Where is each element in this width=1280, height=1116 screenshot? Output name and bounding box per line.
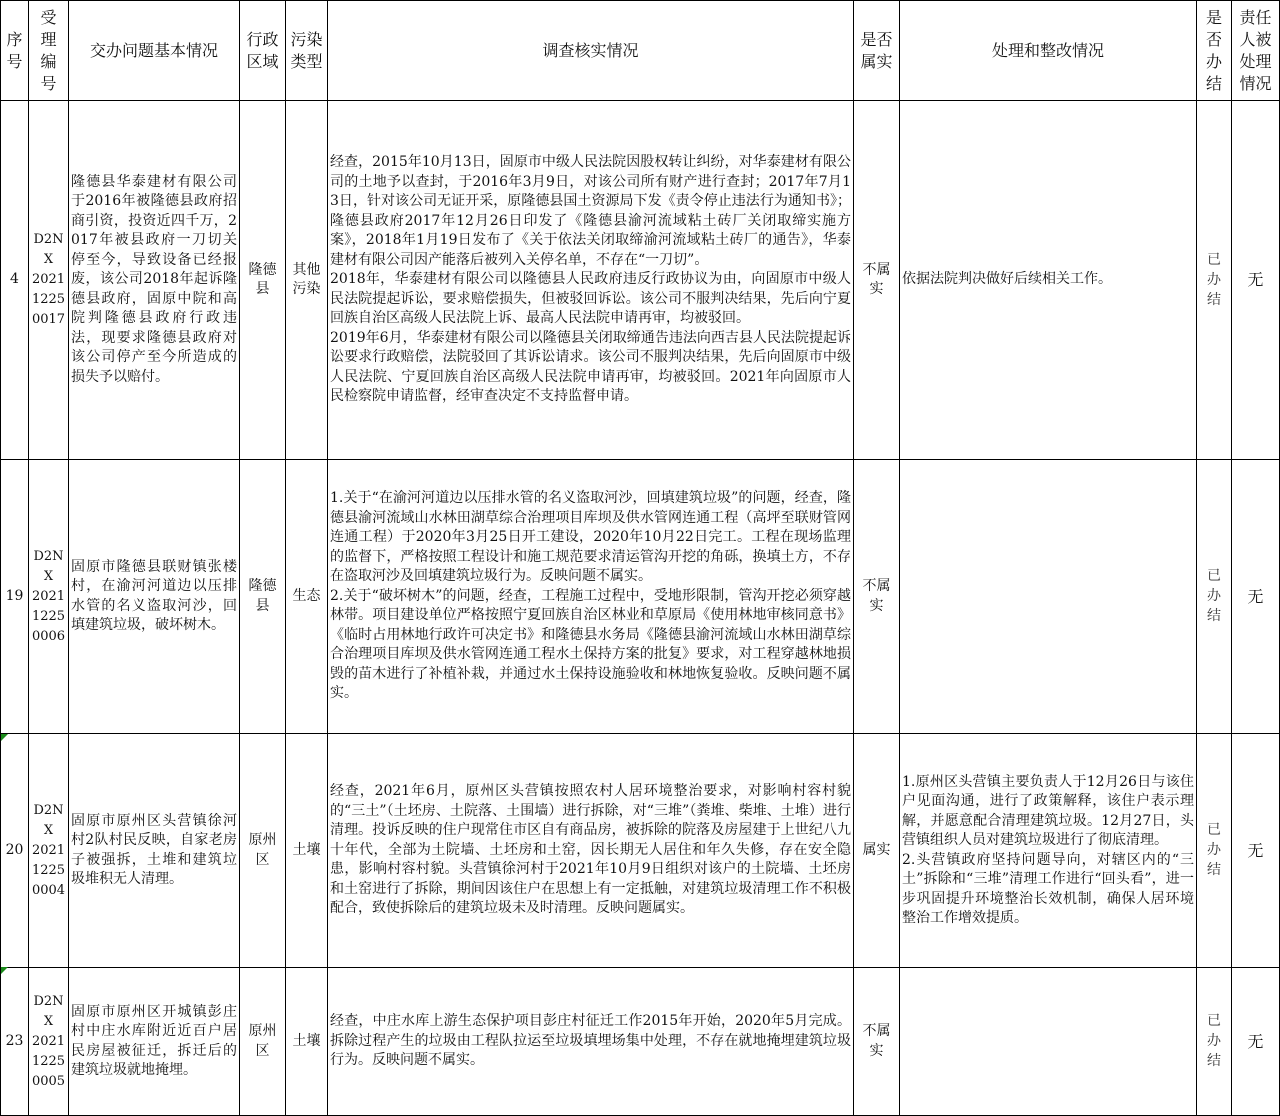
row-pollution-cell: 土壤 bbox=[286, 734, 328, 968]
header-problem: 交办问题基本情况 bbox=[69, 1, 240, 101]
header-verified: 是否属实 bbox=[854, 1, 900, 101]
row-closed-cell: 已办结 bbox=[1197, 734, 1232, 968]
investigation-paragraph: 1.关于“在渝河河道边以压排水管的名义盗取河沙，回填建筑垃圾”的问题，经查，隆德县渝河流域山水林田湖草综合治理项目库坝及供水管网连通工程（高坪至联财管网连通工程）于2020年3月25日开工建设，2020年10月22日完工。工程在现场监理的监督下，严格按照工程设计和施工规范要求清运管沟开挖的角砾，换填土方，不存在盗取河沙及回填建筑垃圾行为。反映问题不属实。 bbox=[330, 490, 851, 585]
row-region-cell: 隆德县 bbox=[240, 460, 286, 734]
header-row bbox=[1, 1, 1280, 101]
header-seq: 序号 bbox=[1, 1, 29, 101]
row-rectification-cell bbox=[900, 101, 1197, 460]
row-problem-cell: 固原市原州区头营镇徐河村2队村民反映，自家老房子被强拆，土堆和建筑垃圾堆积无人清理。 bbox=[69, 734, 240, 968]
row-investigation-cell bbox=[328, 734, 854, 968]
row-verified-cell: 不属实 bbox=[854, 968, 900, 1116]
table-row bbox=[1, 968, 1280, 1116]
rectification-paragraph: 2.头营镇政府坚持问题导向，对辖区内的“三土”拆除和“三堆”清理工作进行“回头看”，进一步巩固提升环境整治长效机制，确保人居环境整治工作增效提质。 bbox=[902, 851, 1194, 926]
row-seq-cell: 4 bbox=[1, 101, 29, 460]
header-rectification: 处理和整改情况 bbox=[900, 1, 1197, 101]
row-pollution-cell: 其他污染 bbox=[286, 101, 328, 460]
row-seq-cell: 20 bbox=[1, 734, 29, 968]
row-region-cell: 原州区 bbox=[240, 734, 286, 968]
code-line: 2021 bbox=[31, 272, 66, 287]
table-row bbox=[1, 101, 1280, 460]
code-line: 0004 bbox=[31, 882, 66, 898]
code-line: 0006 bbox=[31, 628, 66, 644]
investigation-paragraph: 经查，2021年6月，原州区头营镇按照农村人居环境整治要求，对影响村容村貌的“三土”（土坯房、土院落、土围墙）进行拆除，对“三堆”（粪堆、柴堆、土堆）进行清理。投诉反映的住户现常住市区自有商品房，被拆除的院落及房屋建于上世纪八九十年代，全部为土院墙、土坯房和土窑，因长期无人居住和年久失修，存在安全隐患，影响村容村貌。头营镇徐河村于2021年10月9日组织对该户的土院墙、土坯房和土窑进行了拆除，期间因该住户在思想上有一定抵触，对建筑垃圾清理工作不积极配合，致使拆除后的建筑垃圾未及时清理。反映问题属实。 bbox=[330, 783, 851, 917]
row-code-cell bbox=[29, 968, 69, 1116]
header-punishment: 责任人被处理情况 bbox=[1232, 1, 1280, 101]
investigation-paragraph: 2018年，华泰建材有限公司以隆德县人民政府违反行政协议为由，向固原市中级人民法院提起诉讼，要求赔偿损失，但被驳回诉讼。该公司不服判决结果，先后向宁夏回族自治区高级人民法院上诉、最高人民法院申请再审，均被驳回。 bbox=[330, 271, 851, 327]
row-seq-cell: 23 bbox=[1, 968, 29, 1116]
code-line: D2NX bbox=[33, 232, 64, 267]
row-closed-cell: 已办结 bbox=[1197, 460, 1232, 734]
code-line: 0005 bbox=[31, 1073, 66, 1089]
row-region-cell: 原州区 bbox=[240, 968, 286, 1116]
investigation-paragraph: 2019年6月，华泰建材有限公司以隆德县关闭取缔通告违法向西吉县人民法院提起诉讼要求行政赔偿，法院驳回了其诉讼请求。该公司不服判决结果，先后向固原市中级人民法院、宁夏回族自治区高级人民法院申请再审，均被驳回。2021年向固原市人民检察院申请监督，经审查决定不支持监督申请。 bbox=[330, 329, 851, 405]
code-line: D2NX bbox=[33, 548, 64, 584]
table-row bbox=[1, 734, 1280, 968]
row-verified-cell: 不属实 bbox=[854, 460, 900, 734]
row-punishment-cell: 无 bbox=[1232, 968, 1280, 1116]
comment-marker-icon bbox=[1, 734, 8, 741]
table-row bbox=[1, 460, 1280, 734]
row-punishment-cell: 无 bbox=[1232, 734, 1280, 968]
row-investigation-cell bbox=[328, 968, 854, 1116]
row-pollution-cell: 生态 bbox=[286, 460, 328, 734]
header-region: 行政区域 bbox=[240, 1, 286, 101]
row-problem-cell: 隆德县华泰建材有限公司于2016年被隆德县政府招商引资，投资近四千万，2017年被县政府一刀切关停至今，导致设备已经报废，该公司2018年起诉隆德县政府，固原中院和高院判隆德县政府行政违法，现要求隆德县政府对该公司停产至今所造成的损失予以赔付。 bbox=[69, 101, 240, 460]
row-closed-cell: 已办结 bbox=[1197, 101, 1232, 460]
row-rectification-cell bbox=[900, 968, 1197, 1116]
row-punishment-cell: 无 bbox=[1232, 101, 1280, 460]
row-region-cell: 隆德县 bbox=[240, 101, 286, 460]
header-investigation: 调查核实情况 bbox=[328, 1, 854, 101]
row-code-cell bbox=[29, 460, 69, 734]
row-investigation-cell bbox=[328, 460, 854, 734]
code-line: 1225 bbox=[31, 608, 66, 624]
row-investigation-cell bbox=[328, 101, 854, 460]
row-punishment-cell: 无 bbox=[1232, 460, 1280, 734]
row-verified-cell: 属实 bbox=[854, 734, 900, 968]
code-line: 1225 bbox=[31, 292, 66, 307]
comment-marker-icon bbox=[1, 967, 8, 974]
code-line: 2021 bbox=[31, 588, 66, 604]
investigation-paragraph: 经查，2015年10月13日，固原市中级人民法院因股权转让纠纷，对华泰建材有限公司的土地予以查封，于2016年3月9日，对该公司所有财产进行查封；2017年7月13日，针对该公司无证开采，原隆德县国土资源局下发《责令停止违法行为通知书》；隆德县政府2017年12月26日印发了《隆德县渝河流域粘土砖厂关闭取缔实施方案》，2018年1月19日发布了《关于依法关闭取缔渝河流域粘土砖厂的通告》，华泰建材有限公司因产能落后被列入关停名单，不存在“一刀切”。 bbox=[330, 154, 851, 268]
investigation-paragraph: 2.关于“破坏树木”的问题，经查，工程施工过程中，受地形限制，管沟开挖必须穿越林带。项目建设单位严格按照宁夏回族自治区林业和草原局《使用林地审核同意书》《临时占用林地行政许可决定书》和隆德县水务局《隆德县渝河流域山水林田湖草综合治理项目库坝及供水管网连通工程水土保持方案的批复》要求，对工程穿越林地损毁的苗木进行了补植补栽，并通过水土保持设施验收和林地恢复验收。反映问题不属实。 bbox=[330, 587, 851, 702]
investigation-paragraph: 经查，中庄水库上游生态保护项目彭庄村征迁工作2015年开始，2020年5月完成。拆除过程产生的垃圾由工程队拉运至垃圾填埋场集中处理，不存在就地掩埋建筑垃圾行为。反映问题不属实。 bbox=[330, 1013, 851, 1069]
code-line: D2NX bbox=[33, 802, 64, 838]
row-rectification-cell bbox=[900, 734, 1197, 968]
rectification-paragraph: 依据法院判决做好后续相关工作。 bbox=[902, 271, 1112, 288]
header-closed: 是否办结 bbox=[1197, 1, 1232, 101]
row-problem-cell: 固原市隆德县联财镇张楼村，在渝河河道边以压排水管的名义盗取河沙，回填建筑垃圾，破坏树木。 bbox=[69, 460, 240, 734]
row-code-cell bbox=[29, 101, 69, 460]
header-pollution: 污染类型 bbox=[286, 1, 328, 101]
row-code-cell bbox=[29, 734, 69, 968]
code-line: D2NX bbox=[33, 993, 64, 1029]
code-line: 1225 bbox=[31, 1053, 66, 1069]
row-rectification-cell bbox=[900, 460, 1197, 734]
row-closed-cell: 已办结 bbox=[1197, 968, 1232, 1116]
row-verified-cell: 不属实 bbox=[854, 101, 900, 460]
code-line: 2021 bbox=[31, 1033, 66, 1049]
row-pollution-cell: 土壤 bbox=[286, 968, 328, 1116]
row-problem-cell: 固原市原州区开城镇彭庄村中庄水库附近近百户居民房屋被征迁，拆迁后的建筑垃圾就地掩埋。 bbox=[69, 968, 240, 1116]
row-seq-cell: 19 bbox=[1, 460, 29, 734]
code-line: 1225 bbox=[31, 862, 66, 878]
code-line: 0017 bbox=[31, 312, 66, 327]
code-line: 2021 bbox=[31, 842, 66, 858]
rectification-paragraph: 1.原州区头营镇主要负责人于12月26日与该住户见面沟通，进行了政策解释，该住户表示理解，并愿意配合清理建筑垃圾。12月27日，头营镇组织人员对建筑垃圾进行了彻底清理。 bbox=[902, 773, 1194, 848]
header-code: 受理编号 bbox=[29, 1, 69, 101]
